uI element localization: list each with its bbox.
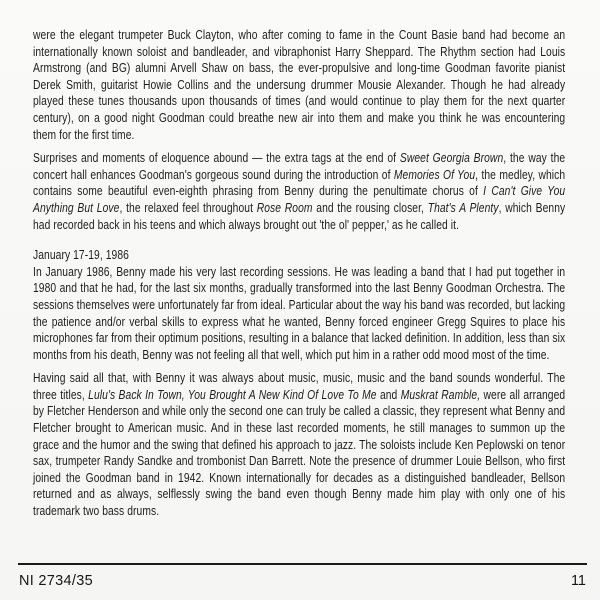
paragraph — [33, 27, 565, 143]
italic-text-run: That's A Plenty — [427, 199, 499, 215]
italic-text-run: Lulu's Back In Town, You Brought A New Kind Of Love To Me — [88, 386, 377, 402]
text-run: , the relaxed feel throughout — [119, 199, 257, 215]
text-column — [33, 27, 565, 520]
text-run: January 17-19, 1986 — [33, 247, 129, 263]
footer-rule — [18, 563, 587, 565]
footer-catalog-number: NI 2734/35 — [19, 573, 93, 589]
footer-page-number: 11 — [570, 573, 586, 589]
paragraph — [33, 370, 565, 519]
italic-text-run: Rose Room — [256, 199, 313, 215]
text-run: and — [376, 386, 401, 402]
section-heading — [33, 247, 565, 264]
text-run: and the rousing closer, — [312, 199, 428, 215]
text-run: Surprises and moments of eloquence abound — the extra tags at the end of — [33, 150, 400, 166]
paragraph — [33, 264, 565, 364]
italic-text-run: I Can't Give You Anything But Love — [33, 183, 566, 215]
italic-text-run: Sweet Georgia Brown — [399, 150, 504, 166]
italic-text-run: Muskrat Ramble, — [400, 386, 481, 402]
text-run: were all arranged by Fletcher Henderson and while only the second one can truly be called a classic, they represent what Benny and Fletcher brought to American music. And in these last recorded moments, he still manages to summon up the grace and the humor and the swing that defined his approach to jazz. The soloists include Ken Peplowski on tenor sax, trumpeter Randy Sandke and trombonist Dan Barrett. Note the presence of drummer Louie Bellson, who first joined the Goodman band in 1942. Known internationally for decades as a distinguished bandleader, Bellson returned and as always, selflessly swing the band even though Benny made him play with only one of his trademark two bass drums. — [33, 386, 566, 519]
text-run: , the medley, which contains some beautiful even-eighth phrasing from Benny during the penultimate chorus of — [33, 166, 566, 199]
text-run: Having said all that, with Benny it was always about music, music, music and the band sounds wonderful. The three titles, — [33, 370, 566, 402]
text-run: were the elegant trumpeter Buck Clayton, who after coming to fame in the Count Basie band had become an internationally known soloist and bandleader, and vibraphonist Harry Sheppard. The Rhythm section had Louis Armstrong (and BG) alumni Arvell Shaw on bass, the ever-propulsive and long-time Goodman favorite pianist Derek Smith, guitarist Howie Collins and the undersung drummer Mousie Alexander. Though he had already played these tunes thousands upon thousands of times (and would continue to play them for the next quarter century), on a good night Goodman could breathe new air into them and make you think he was encountering them for the first time. — [33, 27, 566, 142]
italic-text-run: Memories Of You — [393, 166, 476, 182]
text-run: , which Benny had recorded back in his teens and which always brought out 'the ol' pepper,' as he called it. — [33, 199, 566, 232]
text-run: , the way the concert hall enhances Goodman's gorgeous sound during the introduction of — [33, 150, 566, 182]
paragraph — [33, 150, 565, 233]
text-run: In January 1986, Benny made his very last recording sessions. He was leading a band that I had put together in 1980 and that he had, for the last six months, gradually transformed into the last Benny Goodman Orchestra. The sessions themselves were unfortunately far from ideal. Particular about the way his band was recorded, but lacking the patience and/or verbal skills to express what he wanted, Benny forced engineer Gregg Squires to place his microphones far from their optimum positions, resulting in a balance that lacked definition. In addition, less than six months from his death, Benny was not feeling all that well, which put him in a rather odd mood most of the time. — [33, 263, 566, 362]
